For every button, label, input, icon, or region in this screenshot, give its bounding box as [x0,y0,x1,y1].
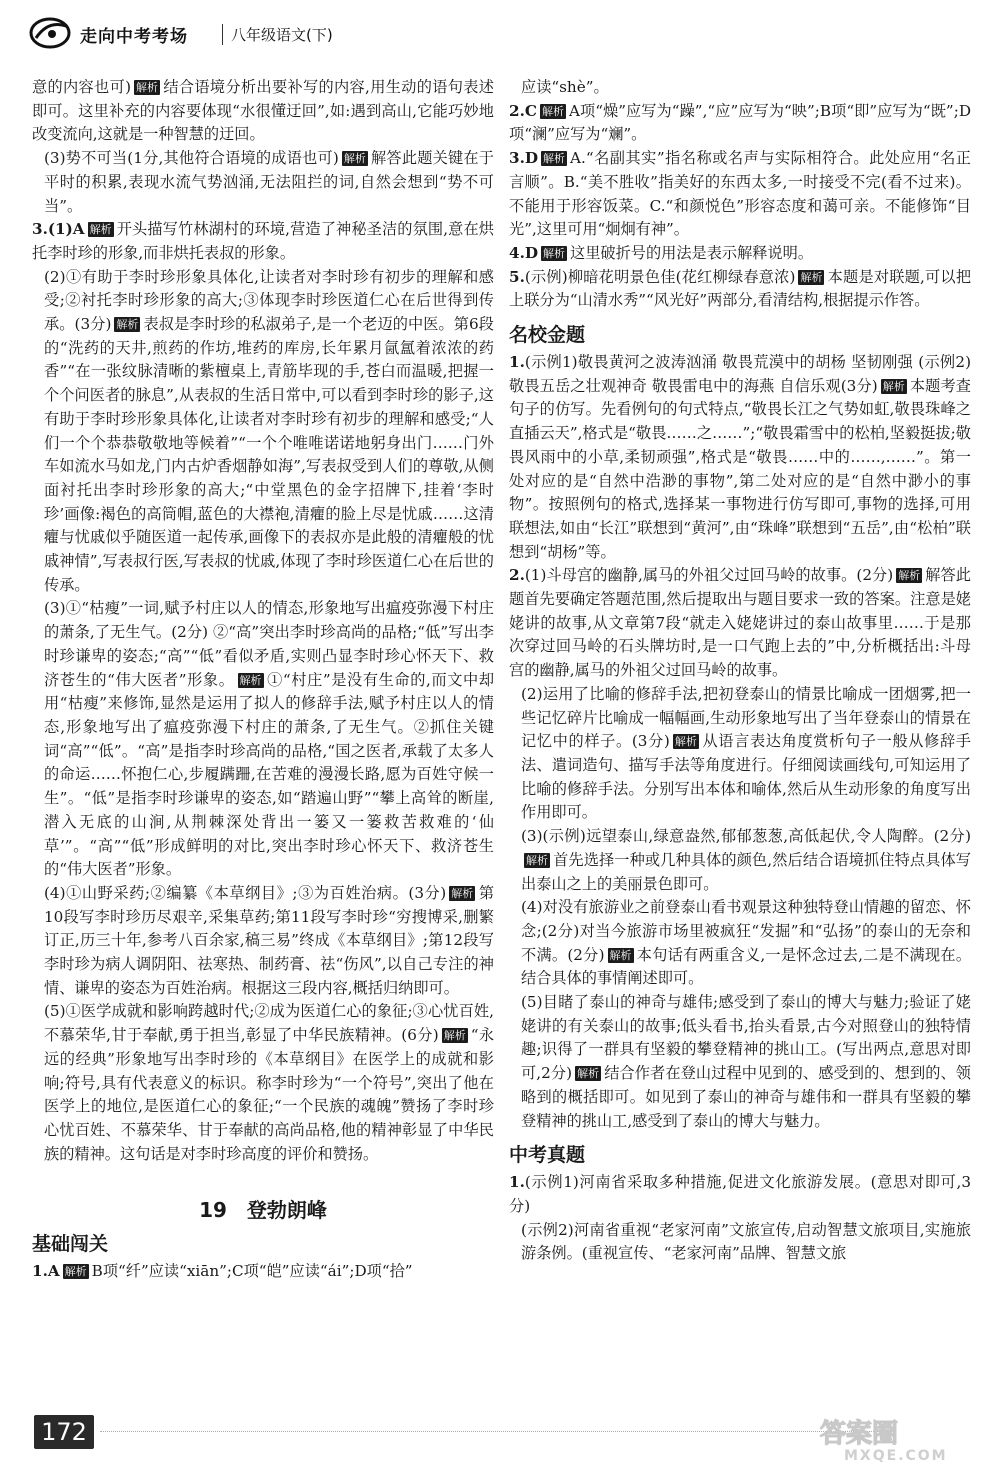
analysis-text: 解答此题关键在于平时的积累,表现水流气势汹涌,无法阻拦的词,自然会想到“势不可当”。 [44,149,494,215]
question-number: 1. [32,1262,48,1281]
left-column [32,76,494,1284]
analysis-badge: 解析 [898,569,921,583]
answer-text: (示例)柳暗花明景色佳(花红柳绿春意浓) [524,267,796,286]
question-number: 3. [509,149,525,168]
question-number: 3. [32,220,48,239]
answer-text: (1)斗母宫的幽静,属马的外祖父过回马岭的故事。(2分) [524,566,894,585]
brand-title: 走向中考考场 [80,27,188,47]
subject-title: 八年级语文(下) [222,24,333,45]
question-number: 4. [509,243,525,262]
answer-text: (5)目睹了泰山的神奇与雄伟;感受到了泰山的博大与魅力;验证了姥姥讲的有关泰山的故事;低头看书,抬头看景,古今对照登山的独特情趣;识得了一群具有坚毅的攀登精神的挑山工。(写出两点,意思对即可,2分) [521,993,971,1083]
analysis-badge: 解析 [116,318,139,332]
answer-paragraph [509,564,971,683]
answer-text: 意的内容也可) [32,78,132,96]
question-number: 2. [509,566,525,585]
analysis-text: 第10段写李时珍历尽艰辛,采集草药;第11段写李时珍“穷搜博采,删繁订正,历三十年,参考八百余家,稿三易”终成《本草纲目》;第12段写李时珍为病人调阴阳、祛寒热、制药膏、祛“伤风”,以自己专注的神情、谦卑的姿态为百姓治病。根据这三段内容,概括归纳即可。 [44,883,495,997]
answer-paragraph [509,991,971,1133]
analysis-badge: 解析 [800,270,823,284]
question-number: 1. [509,353,525,372]
analysis-badge: 解析 [526,853,548,867]
answer-paragraph [509,100,971,147]
answer-text: (3)势不可当(1分,其他符合语境的成语也可) [44,149,339,168]
answer-text: (1)A [47,220,85,239]
footer-divider [100,1431,890,1432]
answer-text: (3)①“枯瘦”一词,赋予村庄以人的情态,形象地写出瘟疫弥漫下村庄的萧条,了无生气。(2分) ②“高”突出李时珍高尚的品格;“低”写出李时珍谦卑的姿态;“高”“低”看似矛盾,实则凸显李时珍心怀天下、救济苍生的“伟大医者”形象。 [44,599,494,689]
watermark-url: MXQE.COM [844,1448,948,1464]
analysis-text: 从语言表达角度赏析句子一般从修辞手法、遣词造句、描写手法等角度进行。仔细阅读画线句,可知运用了比喻的修辞手法。分别写出本体和喻体,然后从生动形象的角度写出作用即可。 [521,732,971,822]
question-number: 2. [509,101,525,120]
answer-text: (5)①医学成就和影响跨越时代;②成为医道仁心的象征;③心忧百姓,不慕荣华,甘于奉献,勇于担当,彰显了中华民族精神。(6分) [44,1002,494,1045]
section-heading-exam: 中考真题 [509,1144,586,1167]
answer-text: (示例1)河南省采取多种措施,促进文化旅游发展。(意思对即可,3分) [509,1173,971,1215]
watermark-text: 答案圈 [820,1419,899,1449]
lesson-heading [32,1196,494,1224]
analysis-badge: 解析 [541,104,564,118]
analysis-badge: 解析 [577,1067,600,1081]
answer-paragraph [509,242,971,266]
book-logo-icon [28,16,74,50]
page-number: 172 [34,1415,94,1449]
analysis-text: 本题考查句子的仿写。先看例句的句式特点,“敬畏长江之气势如虹,敬畏珠峰之直插云天”,格式是“敬畏……之……”;“敬畏霜雪中的松柏,坚毅挺拔;敬畏风雨中的小草,柔韧顽强”,格式是“敬畏……中的……,……”。第一处对应的是“自然中浩渺的事物”,第二处对应的是“自然中渺小的事物”。按照例句的格式,选择某一事物进行仿写即可,事物的选择,可用联想法,如由“长江”联想到“黄河”,由“珠峰”联想到“五岳”,由“松柏”联想到“胡杨”等。 [509,376,971,561]
answer-paragraph [32,76,494,147]
answer-text: (示例2)河南省重视“老家河南”文旅宣传,启动智慧文旅项目,实施旅游条例。(重视宣传、“老家河南”品牌、智慧文旅 [521,1220,971,1263]
question-number: 1. [509,1173,525,1192]
analysis-text: 这里破折号的用法是表示解释说明。 [570,243,814,262]
answer-paragraph [509,896,971,991]
answer-text: D [524,149,539,168]
analysis-text: 应读“shè”。 [521,78,609,96]
analysis-text: 本句话有两重含义,一是怀念过去,二是不满现在。结合具体的事情阐述即可。 [521,945,972,988]
answer-paragraph [509,76,971,100]
section-heading-basic: 基础闯关 [32,1233,109,1256]
analysis-badge: 解析 [89,223,112,237]
analysis-text: ①“村庄”是没有生命的,而文中却用“枯瘦”来修饰,显然是运用了拟人的修辞手法,赋予村庄以人的情态,形象地写出了瘟疫弥漫下村庄的萧条,了无生气。②抓住关键词“高”“低”。“高”是指李时珍高尚的品格,“国之医者,承载了太多人的命运……怀抱仁心,步履蹒跚,在苦难的漫漫长路,愿为百姓守候一生”。“低”是指李时珍谦卑的姿态,如“踏遍山野”“攀上高耸的断崖,潜入无底的山涧,从荆棘深处背出一篓又一篓救苦救难的‘仙草’”。“高”“低”形成鲜明的对比,突出李时珍心怀天下、救济苍生的“伟大医者”形象。 [44,670,495,879]
analysis-badge: 解析 [882,379,905,393]
answer-text: D [524,243,539,262]
answer-paragraph [32,1000,494,1166]
section-heading-school: 名校金题 [509,324,586,347]
analysis-badge: 解析 [543,152,566,166]
right-column [509,76,971,1266]
page-header [28,14,972,54]
answer-paragraph [509,825,971,896]
question-number: 5. [509,267,525,286]
analysis-badge: 解析 [674,735,697,749]
answer-paragraph [509,1171,971,1218]
analysis-badge: 解析 [451,886,474,900]
analysis-badge: 解析 [543,246,566,260]
analysis-text: B项“纤”应读“xiān”;C项“皑”应读“ái”;D项“拾” [91,1262,413,1281]
answer-text: (示例1)敬畏黄河之波涛汹涌 敬畏荒漠中的胡杨 坚韧刚强 (示例2)敬畏五岳之壮观神奇 敬畏雷电中的海燕 自信乐观(3分) [509,353,971,395]
analysis-text: 结合作者在登山过程中见到的、感受到的、想到的、领略到的概括即可。如见到了泰山的神奇与雄伟和一群具有坚毅的攀登精神的挑山工,感受到了泰山的博大与魅力。 [521,1064,971,1130]
answer-text: (4)①山野采药;②编纂《本草纲目》;③为百姓治病。(3分) [44,883,447,902]
answer-paragraph [509,147,971,242]
analysis-text: 首先选择一种或几种具体的颜色,然后结合语境抓住特点具体写出泰山之上的美丽景色即可。 [521,850,971,893]
lesson-number: 19 [199,1198,227,1223]
answer-paragraph [509,266,971,313]
analysis-badge: 解析 [343,152,366,166]
analysis-text: 表叔是李时珍的私淑弟子,是一个老迈的中医。第6段的“洗药的天井,煎药的作坊,堆药的库房,长年累月氤氲着浓浓的药香”“在一张纹脉清晰的紫檀桌上,青筋毕现的手,苍白而温暖,把握一个个问医者的脉息”,从表叔的生活日常中,可以看到李时珍的影子,这有助于李时珍形象具体化,让读者对李时珍有初步的理解和感受;“人们一个个恭恭敬敬地等候着”“一个个唯唯诺诺地躬身出门……门外车如流水马如龙,门内古炉香烟静如海”,写表叔受到人们的尊敬,从侧面衬托出李时珍形象的高大;“中堂黑色的金字招牌下,挂着‘李时珍’画像:褐色的高筒帽,蓝色的大襟袍,清癯的脸上尽是忧戚……这清癯与忧戚似乎随医道一起传承,画像下的表叔亦是此般的清癯般的忧戚神情”,写表叔行医,写表叔的忧戚,体现了李时珍医道仁心在后世的传承。 [44,315,494,594]
analysis-text: 本题是对联题,可以把上联分为“山清水秀”“风光好”两部分,看清结构,根据提示作答。 [509,267,972,310]
answer-paragraph [32,1260,494,1284]
analysis-text: 解答此题首先要确定答题范围,然后提取出与题目要求一致的答案。注意是姥姥讲的故事,从文章第7段“就走入姥姥讲过的泰山故事里……于是那次穿过回马岭的石头牌坊时,是一口气跑上去的”中,分析概括出:斗母宫的幽静,属马的外祖父过回马岭的故事。 [509,566,971,680]
analysis-badge: 解析 [239,673,262,687]
answer-paragraph [32,218,494,265]
answer-text: (4)对没有旅游业之前登泰山看书观景这种独特登山情趣的留恋、怀念;(2分)对当今旅游市场里被疯狂“发掘”和“弘扬”的泰山的无奈和不满。(2分) [521,898,971,964]
answer-paragraph [509,351,971,564]
analysis-badge: 解析 [64,1265,87,1279]
answer-text: (2)运用了比喻的修辞手法,把初登泰山的情景比喻成一团烟雾,把一些记忆碎片比喻成一幅幅画,生动形象地写出了当年登泰山的情景在记忆中的样子。(3分) [521,684,971,751]
analysis-text: “永远的经典”形象地写出李时珍的《本草纲目》在医学上的成就和影响;符号,具有代表意义的标识。称李时珍为“一个符号”,突出了他在医学上的地位,是医道仁心的象征;“一个民族的魂魄”赞扬了李时珍心忧百姓、不慕荣华、甘于奉献的高尚品格,他的精神彰显了中华民族的精神。这句话是对李时珍高度的评价和赞扬。 [44,1026,495,1163]
watermark-logo [800,1412,990,1464]
analysis-text: A项“燥”应写为“躁”,“应”应写为“映”;B项“即”应写为“既”;D项“澜”应写为“斓”。 [509,101,971,144]
analysis-badge: 解析 [136,81,159,94]
answer-paragraph [509,1219,971,1266]
analysis-text: 结合语境分析出要补写的内容,用生动的语句表述即可。这里补充的内容要体现“水很懂迂回”,如:遇到高山,它能巧妙地改变流向,这就是一种智慧的迂回。 [32,78,494,144]
analysis-badge: 解析 [443,1029,466,1043]
answer-text: (3)(示例)远望泰山,绿意盎然,郁郁葱葱,高低起伏,令人陶醉。(2分) [521,827,971,846]
answer-text: A [47,1262,60,1281]
analysis-badge: 解析 [609,948,632,962]
analysis-text: A.“名副其实”指名称或名声与实际相符合。此处应用“名正言顺”。B.“美不胜收”指美好的东西太多,一时接受不完(看不过来)。不能用于形容饭菜。C.“和颜悦色”形容态度和蔼可亲。不能修饰“目光”,这里可用“炯炯有神”。 [509,149,971,239]
answer-paragraph [509,683,971,825]
answer-paragraph [32,882,494,1001]
answer-paragraph [32,266,494,598]
answer-text: (2)①有助于李时珍形象具体化,让读者对李时珍有初步的理解和感受;②衬托李时珍形象的高大;③体现李时珍医道仁心在后世得到传承。(3分) [44,267,494,334]
answer-text: C [524,101,537,120]
answer-paragraph [32,597,494,881]
answer-paragraph [32,147,494,218]
lesson-title: 登勃朗峰 [246,1198,327,1223]
analysis-text: 开头描写竹林湖村的环境,营造了神秘圣洁的氛围,意在烘托李时珍的形象,而非烘托表叔的形象。 [32,220,494,262]
